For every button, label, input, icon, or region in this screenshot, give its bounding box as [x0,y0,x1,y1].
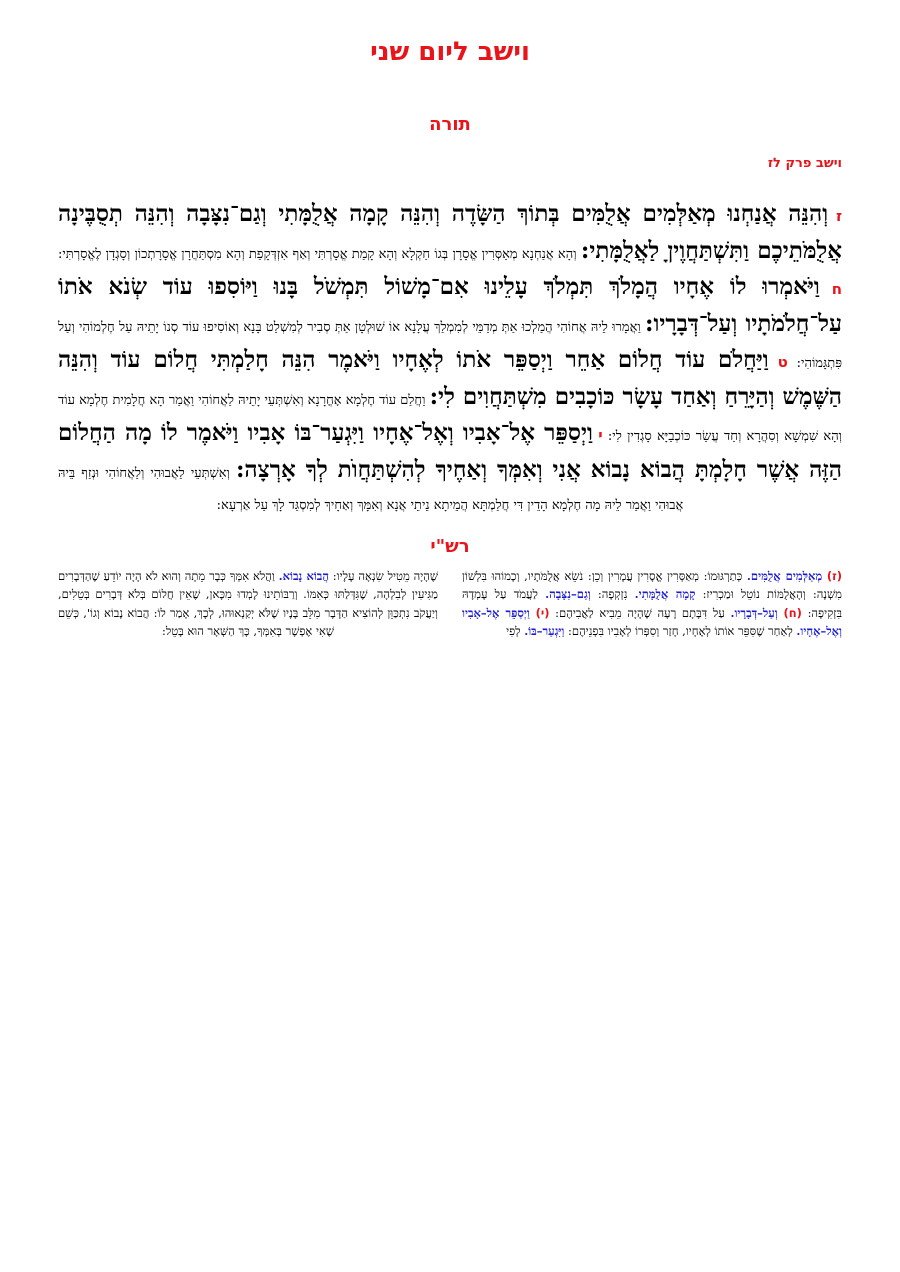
verse-text: וַיֹּאמְרוּ לוֹ אֶחָיו הֲמָלֹךְ תִּמְלֹךְ עָלֵינוּ אִם־מָשׁוֹל תִּמְשֹׁל בָּנוּ וַיּוֹסִפוּ עוֹד שְׂנֹא אֹתוֹ עַל־חֲלֹמֹתָיו וְעַל־דְּבָרָיו: [58,273,842,337]
verse-number: ז [835,207,842,225]
torah-text [58,198,842,523]
rashi-verse-number: (ז) [826,568,843,583]
page-title: וישב ליום שני [370,37,530,67]
targum-text: וַחֲלַם עוֹד חֶלְמָא אָחֳרָנָא וְאִשְׁתְּעֵי יָתֵיהּ לַאֲחוֹהִי וַאֲמַר הָא חֲלָמִית חֶלְמָא עוֹד וְהָא שִׁמְשָׁא וְסִהֲרָא וְחַד עֲשַׂר כּוֹכְבַיָּא סָגְדִין לִי: [58,392,842,444]
verse-text: וַיְסַפֵּר אֶל־אָבִיו וְאֶל־אֶחָיו וַיִּגְעַר־בּוֹ אָבִיו וַיֹּאמֶר לוֹ מָה הַחֲלוֹם הַזֶּה אֲשֶׁר חָלָמְתָּ הֲבוֹא נָבוֹא אֲנִי וְאִמְּךָ וְאַחֶיךָ לְהִשְׁתַּחֲוֺת לְךָ אָרְצָה: [58,419,843,483]
verse-number: ט [777,353,788,371]
rashi-title: רש"י [430,535,470,557]
rashi-comment-text: לַעֲמֹד עַל עָמְדָהּ בִּזְקִיפָה: [462,587,842,620]
rashi-dibur-hamatchil: וְעַל–דְּבָרָיו. [730,605,778,620]
rashi-column-left [58,567,438,641]
rashi-verse-number: (ח) [783,605,802,620]
rashi-comment-text: לְפִי [506,624,521,639]
rashi-dibur-hamatchil: הֲבוֹא נָבוֹא. [278,568,329,583]
rashi-comment-text: לְאַחַר שֶׁסִּפֵּר אוֹתוֹ לְאֶחָיו, חָזַר וְסִפְּרוֹ לְאָבִיו בִּפְנֵיהֶם: [568,624,793,639]
verse-number: ח [831,280,842,298]
rashi-dibur-hamatchil: וְגַם–נִצָּבָה. [545,587,591,602]
verse-number: י [598,426,603,444]
rashi-commentary [58,567,842,641]
document-page [58,30,842,641]
section-title: תורה [429,114,471,135]
rashi-dibur-hamatchil: וַיְסַפֵּר אֶל–אָבִיו וְאֶל–אֶחָיו. [462,605,842,639]
targum-text: וְהָא אֲנַחְנָא מְאַסְּרִין אֱסָרָן בְּגוֹ חַקְלָא וְהָא קָמַת אֱסָרְתִּי וְאַף אִזְדְּקָפַת וְהָא מִסְתַּחֲרָן אֱסָרָתְכוֹן וְסָגְדָן לֶאֱסָרְתִּי: [58,246,577,262]
rashi-comment-text: שֶׁהָיָה מֵטִיל שִׂנְאָה עָלָיו: [332,568,438,583]
rashi-comment-text: עַל דִּבָּתָם רָעָה שֶׁהָיָה מֵבִיא לַאֲבִיהֶם: [555,605,725,620]
rashi-comment-text: נִזְקְפָה: [597,587,628,602]
verse-text: וַיַּחֲלֹם עוֹד חֲלוֹם אַחֵר וַיְסַפֵּר אֹתוֹ לְאֶחָיו וַיֹּאמֶר הִנֵּה חָלַמְתִּי חֲלוֹם עוֹד וְהִנֵּה הַשֶּׁמֶשׁ וְהַיָּרֵחַ וְאַחַד עָשָׂר כּוֹכָבִים מִשְׁתַּחֲוִים לִי: [58,346,842,410]
chapter-label: וישב פרק לז [767,156,842,171]
rashi-column-right [462,567,842,641]
rashi-dibur-hamatchil: מְאַלְּמִים אֲלֻמִּים. [746,568,823,583]
rashi-dibur-hamatchil: וַיִּגְעַר–בּוֹ. [524,624,565,639]
rashi-dibur-hamatchil: קָמָה אֲלֻמָּתִי. [634,587,696,602]
targum-text: וַאֲמָרוּ לֵיהּ אֲחוֹהִי הֲמַלְכוּ אַתְּ מְדַמֵּי לְמִמְלַךְ עֲלָנָא אוֹ שׁוּלְטָן אַתְּ סְבִיר לְמִשְׁלַט בָּנָא וְאוֹסִיפוּ עוֹד סְנוֹ יָתֵיהּ עַל חֶלְמוֹהִי וְעַל פִּתְגָּמוֹהִי: [58,319,843,371]
rashi-comment-text: וַהֲלֹא אִמְּךָ כְּבָר מֵתָה וְהוּא לֹא הָיָה יוֹדֵעַ שֶׁהַדְּבָרִים מַגִּיעִין לְבִלְהָה, שֶׁגִּדְּלַתּוּ כְּאִמּוֹ. וְרַבּוֹתֵינוּ לָמְדוּ מִכָּאן, שֶׁאֵין חֲלוֹם בְּלֹא דְּבָרִים בְּטֵלִים, וְיַעֲקֹב נִתְכַּוֵּן לְהוֹצִיא הַדָּבָר מִלֵּב בָּנָיו שֶׁלֹּא יְקַנְאוּהוּ, לְכָךְ, אָמַר לוֹ: הֲבוֹא נָבוֹא וְגוֹ', כְּשֵׁם שֶׁאִי אֶפְשָׁר בְּאִמְּךָ, כָּךְ הַשְּׁאָר הוּא בָּטֵל: [58,568,438,639]
rashi-verse-number: (י) [535,605,550,620]
verse-text: וְהִנֵּה אֲנַחְנוּ מְאַלְּמִים אֲלֻמִּים בְּתוֹךְ הַשָּׂדֶה וְהִנֵּה קָמָה אֲלֻמָּתִי וְגַם־נִצָּבָה וְהִנֵּה תְסֻבֶּינָה אֲלֻמֹּתֵיכֶם וַתִּשְׁתַּחֲוֶיןָ לַאֲלֻמָּתִי: [58,200,843,264]
rashi-comment-text: כְּתַרְגּוּמוֹ: מְאַסְּרִין אֱסָרִין עֲמָרִין וְכֵן: נֹשֵׂא אֲלֻמֹּתָיו, וְכָמוֹהוּ בִּלְשׁוֹן מִשְׁנָה: וְהָאֲלֻמּוֹת נוֹטֵל וּמַכְרִיז: [462,568,843,602]
targum-text: וְאִשְׁתְּעֵי לַאֲבוּהִי וְלַאֲחוֹהִי וּנְזַף בֵּיהּ אֲבוּהִי וַאֲמַר לֵיהּ מָה חֶלְמָא הָדֵין דִּי חֲלַמְתָּא הֲמֵיתָא נֵיתֵי אֲנָא וְאִמָּךְ וְאַחָיךְ לְמִסְגַּד לָךְ עַל אַרְעָא: [58,465,684,513]
